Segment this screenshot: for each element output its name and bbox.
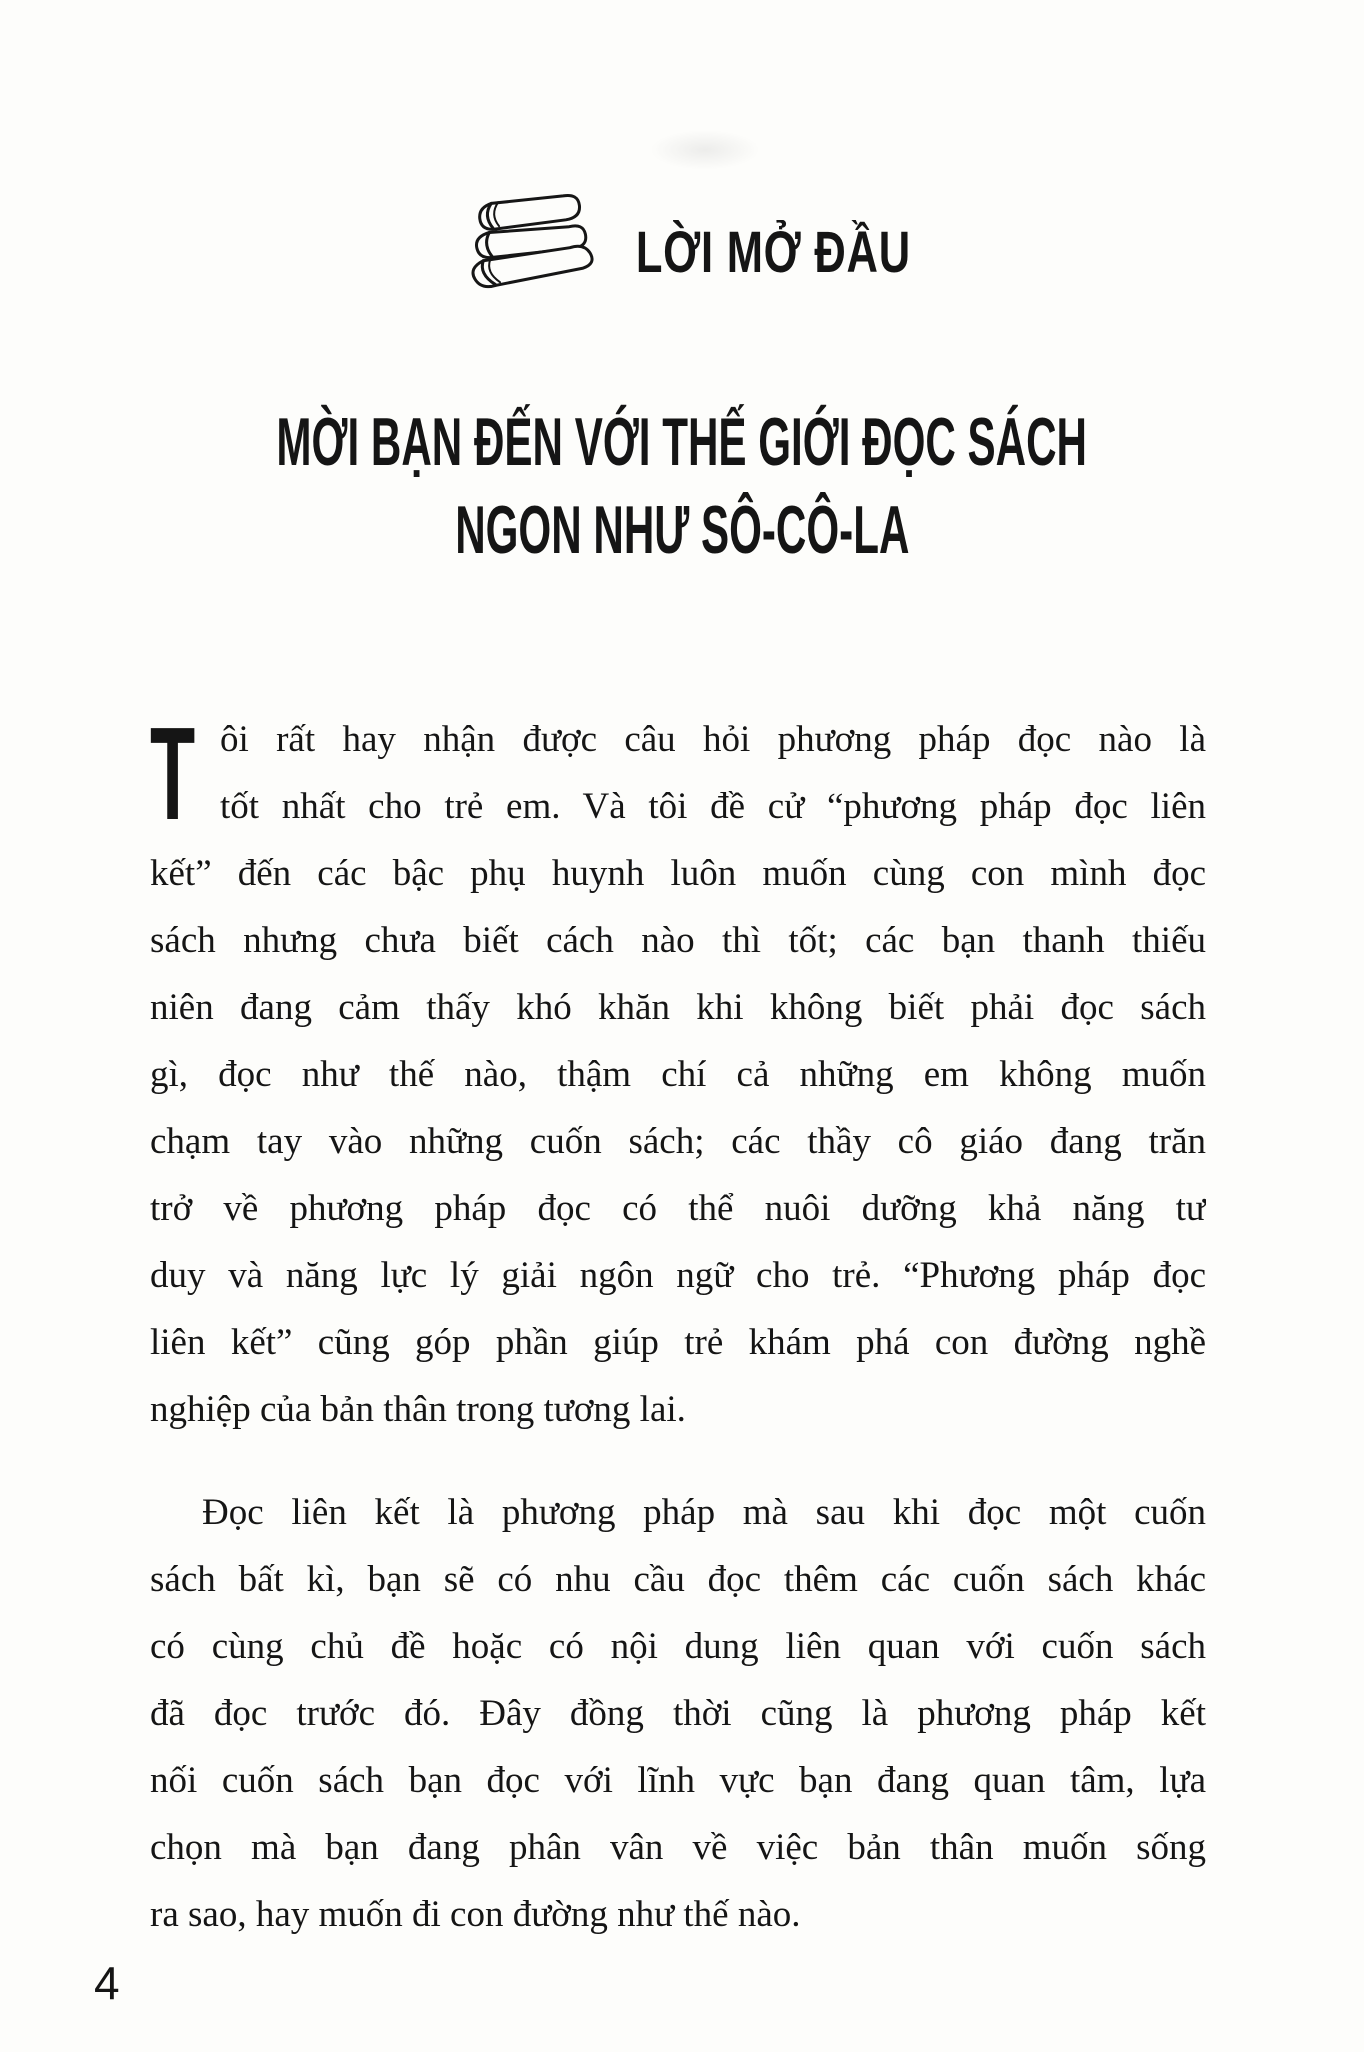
text-line: có cùng chủ đề hoặc có nội dung liên quan với cuốn sách (150, 1626, 1206, 1667)
paragraph-1 (150, 700, 1206, 1443)
books-stack-icon (443, 179, 623, 325)
text-line: ra sao, hay muốn đi con đường như thế nào. (150, 1894, 801, 1935)
text-line: duy và năng lực lý giải ngôn ngữ cho trẻ. “Phương pháp đọc (150, 1255, 1206, 1296)
text-line: sách bất kì, bạn sẽ có nhu cầu đọc thêm các cuốn sách khác (150, 1559, 1206, 1600)
text-line: kết” đến các bậc phụ huynh luôn muốn cùng con mình đọc (150, 853, 1206, 894)
chapter-header (0, 182, 1364, 322)
text-line: niên đang cảm thấy khó khăn khi không biết phải đọc sách (150, 987, 1206, 1028)
text-line: chạm tay vào những cuốn sách; các thầy cô giáo đang trăn (150, 1121, 1206, 1162)
scan-smudge (650, 130, 760, 170)
paragraph-1-lines (150, 700, 1206, 1443)
text-line: đã đọc trước đó. Đây đồng thời cũng là phương pháp kết (150, 1693, 1206, 1734)
text-line: liên kết” cũng góp phần giúp trẻ khám phá con đường nghề (150, 1322, 1206, 1363)
chapter-label: LỜI MỞ ĐẦU (635, 219, 912, 285)
title-row-1 (0, 398, 1364, 486)
body-text (150, 700, 1206, 1948)
text-line: chọn mà bạn đang phân vân về việc bản thân muốn sống (150, 1827, 1206, 1868)
dropcap-letter: T (150, 700, 196, 847)
text-line: gì, đọc như thế nào, thậm chí cả những em không muốn (150, 1054, 1206, 1095)
page-title (0, 398, 1364, 574)
text-line: ôi rất hay nhận được câu hỏi phương pháp đọc nào là (220, 719, 1206, 760)
paragraph-2-lines (150, 1479, 1206, 1948)
page-number: 4 (94, 1957, 120, 2009)
title-line-1: MỜI BẠN ĐẾN VỚI THẾ GIỚI ĐỌC SÁCH (276, 404, 1088, 480)
text-line: nối cuốn sách bạn đọc với lĩnh vực bạn đang quan tâm, lựa (150, 1760, 1206, 1801)
paragraph-2 (150, 1479, 1206, 1948)
title-row-2 (0, 486, 1364, 574)
text-line: tốt nhất cho trẻ em. Và tôi đề cử “phương pháp đọc liên (220, 786, 1206, 827)
title-line-2: NGON NHƯ SÔ-CÔ-LA (454, 492, 910, 568)
text-line: trở về phương pháp đọc có thể nuôi dưỡng khả năng tư (150, 1188, 1206, 1229)
text-line: nghiệp của bản thân trong tương lai. (150, 1389, 686, 1430)
text-line: Đọc liên kết là phương pháp mà sau khi đọc một cuốn (202, 1492, 1206, 1533)
text-line: sách nhưng chưa biết cách nào thì tốt; các bạn thanh thiếu (150, 920, 1206, 961)
